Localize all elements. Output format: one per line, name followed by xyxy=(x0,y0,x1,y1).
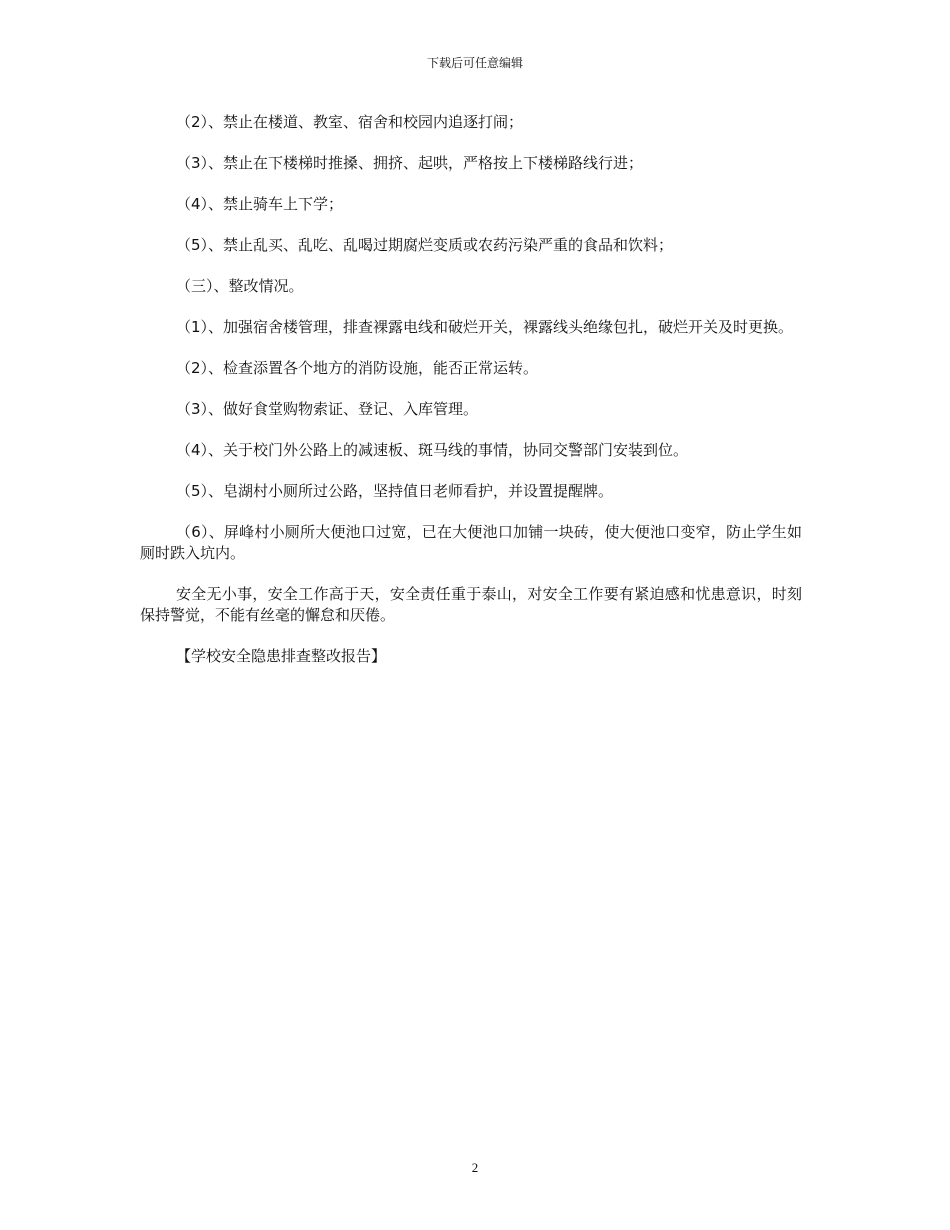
paragraph: （5）、皂湖村小厕所过公路，坚持值日老师看护，并设置提醒牌。 xyxy=(176,482,614,500)
report-title: 【学校安全隐患排查整改报告】 xyxy=(176,647,387,665)
paragraph: （1）、加强宿舍楼管理，排查裸露电线和破烂开关，裸露线头绝缘包扎，破烂开关及时更换。 xyxy=(176,318,794,336)
paragraph: （2）、检查添置各个地方的消防设施，能否正常运转。 xyxy=(176,359,539,377)
paragraph: （3）、做好食堂购物索证、登记、入库管理。 xyxy=(176,400,479,418)
paragraph: （4）、关于校门外公路上的减速板、斑马线的事情，协同交警部门安装到位。 xyxy=(176,441,689,459)
paragraph: （2）、禁止在楼道、教室、宿舍和校园内追逐打闹； xyxy=(176,113,524,131)
page-header: 下载后可任意编辑 xyxy=(426,56,523,70)
paragraph: （4）、禁止骑车上下学； xyxy=(176,195,344,213)
paragraph: （6）、屏峰村小厕所大便池口过宽，已在大便池口加铺一块砖，使大便池口变窄，防止学生如厕时跌入坑内。 xyxy=(140,523,802,562)
paragraph: （5）、禁止乱买、乱吃、乱喝过期腐烂变质或农药污染严重的食品和饮料； xyxy=(176,236,674,254)
paragraph: （3）、禁止在下楼梯时推搡、拥挤、起哄，严格按上下楼梯路线行进； xyxy=(176,154,644,172)
page-number: 2 xyxy=(471,1160,479,1175)
document-body xyxy=(140,112,802,667)
paragraph: 安全无小事，安全工作高于天，安全责任重于泰山，对安全工作要有紧迫感和忧患意识，时刻保持警觉，不能有丝毫的懈怠和厌倦。 xyxy=(140,585,802,624)
section-heading: （三）、整改情况。 xyxy=(176,277,304,295)
